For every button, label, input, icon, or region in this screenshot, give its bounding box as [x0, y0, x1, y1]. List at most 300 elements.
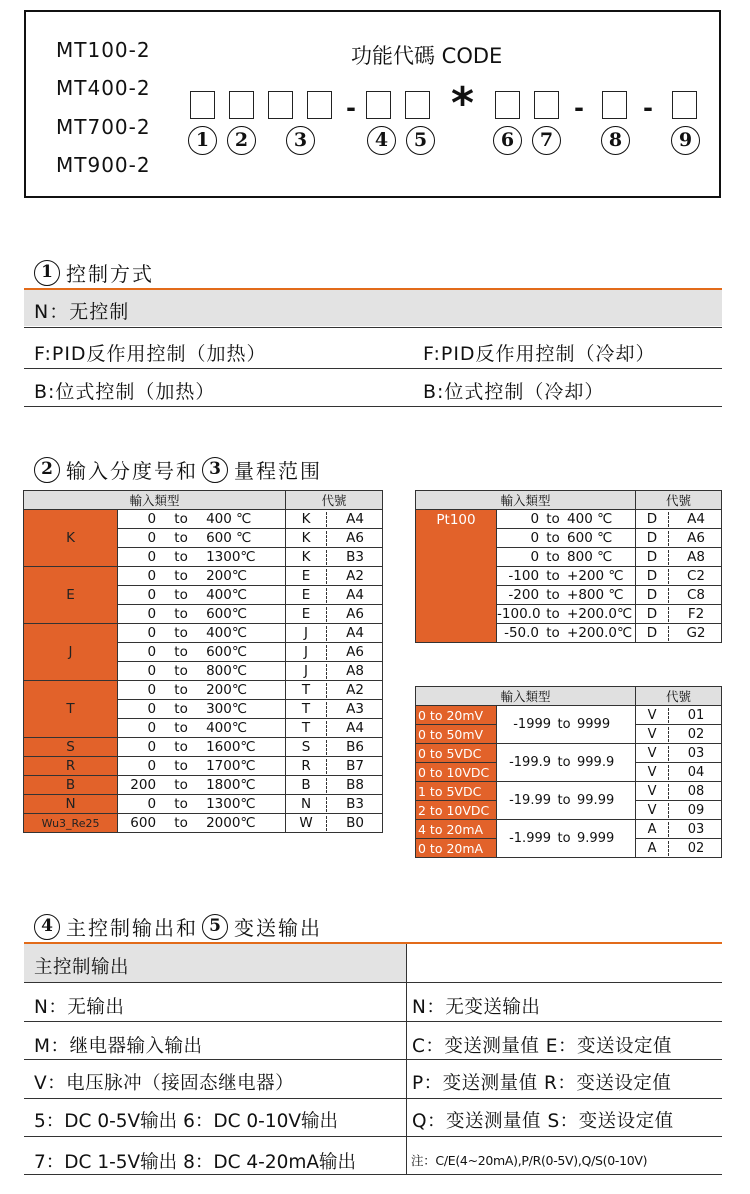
code-value: 08: [687, 783, 705, 799]
range-max: 9.999: [577, 831, 615, 846]
range-from: -19.99: [509, 793, 552, 808]
range-to: to: [174, 814, 188, 831]
section23-title: [34, 455, 322, 484]
range-from: 0: [147, 548, 157, 565]
section-title-text: 变送输出: [234, 916, 322, 940]
range-max: 999.9: [577, 755, 615, 770]
range-to: to: [174, 605, 188, 622]
range-to: to: [557, 717, 571, 732]
range-max: 1800℃: [206, 776, 256, 793]
code-cell: [636, 706, 722, 725]
code-letter: W: [299, 814, 313, 831]
code-value: 01: [687, 707, 705, 723]
section-title-text: 量程范围: [234, 459, 322, 483]
section-number: 4: [34, 914, 60, 940]
range-cell: [118, 643, 286, 662]
row-divider: [24, 1021, 722, 1022]
range-to: to: [174, 529, 188, 546]
code-value: C2: [686, 567, 705, 584]
output-header-label: 主控制输出: [34, 957, 130, 978]
position-number: 8: [601, 126, 630, 155]
range-from: 0: [147, 795, 157, 812]
retransmit-option: N：无变送输出: [412, 997, 541, 1018]
table-row: [416, 782, 722, 801]
signal-type: 0 to 20mA: [416, 839, 497, 858]
range-cell: [497, 820, 636, 858]
pt100-table: [415, 490, 722, 643]
range-cell: [118, 662, 286, 681]
code-letter: V: [647, 783, 657, 799]
range-max: 800℃: [206, 662, 247, 679]
control-mode-f-cool: F:PID反作用控制（冷却）: [423, 343, 656, 365]
header-input-type: 輸入類型: [24, 491, 286, 510]
range-cell: [497, 706, 636, 744]
range-to: to: [174, 719, 188, 736]
code-slot: [602, 91, 627, 119]
row-divider: [24, 368, 722, 369]
code-cell: [636, 801, 722, 820]
range-max: 800 ℃: [567, 548, 613, 565]
range-cell: [118, 776, 286, 795]
code-letter: T: [301, 719, 311, 736]
code-cell: [286, 548, 383, 567]
code-value: 02: [687, 726, 705, 742]
code-cell: [286, 719, 383, 738]
rtd-type: Pt100: [416, 510, 497, 643]
retransmit-option: C：变送测量值 E：变送设定值: [412, 1036, 672, 1057]
range-cell: [497, 529, 636, 548]
signal-type: 0 to 20mV: [416, 706, 497, 725]
range-cell: [118, 700, 286, 719]
code-dash: -: [643, 94, 653, 122]
range-max: +200 ℃: [567, 567, 624, 584]
thermocouple-type: T: [24, 681, 118, 738]
code-value: 03: [687, 821, 705, 837]
range-max: 600 ℃: [206, 529, 252, 546]
position-number: 1: [188, 126, 217, 155]
code-letter: E: [301, 605, 311, 622]
range-to: to: [174, 548, 188, 565]
code-value: A4: [346, 719, 364, 736]
code-cell: [286, 814, 383, 833]
range-cell: [497, 744, 636, 782]
range-max: 9999: [577, 717, 611, 732]
row-divider: [24, 1059, 722, 1060]
thermocouple-type: Wu3_Re25: [24, 814, 118, 833]
table-row: [24, 757, 383, 776]
code-letter: D: [646, 605, 658, 622]
position-number: 9: [671, 126, 700, 155]
position-number: 3: [286, 126, 315, 155]
range-cell: [118, 567, 286, 586]
thermocouple-type: B: [24, 776, 118, 795]
code-value: B6: [346, 738, 364, 755]
thermocouple-type: R: [24, 757, 118, 776]
thermocouple-type: K: [24, 510, 118, 567]
code-cell: [286, 529, 383, 548]
code-letter: E: [301, 567, 311, 584]
section-number: 1: [34, 260, 60, 286]
row-divider: [24, 982, 722, 983]
code-value: 09: [687, 802, 705, 818]
code-cell: [286, 795, 383, 814]
signal-input-table: [415, 686, 722, 858]
range-cell: [118, 719, 286, 738]
code-cell: [636, 548, 722, 567]
section-number: 2: [34, 457, 60, 483]
code-cell: [636, 839, 722, 858]
code-cell: [636, 763, 722, 782]
range-max: +200.0℃: [567, 624, 633, 641]
range-max: 2000℃: [206, 814, 256, 831]
range-to: to: [546, 586, 560, 603]
range-to: to: [174, 567, 188, 584]
code-letter: V: [647, 707, 657, 723]
table-row: [24, 795, 383, 814]
row-divider: [24, 406, 722, 407]
code-value: A8: [346, 662, 364, 679]
table-row: [24, 681, 383, 700]
section45-title: [34, 912, 322, 941]
code-value: B8: [346, 776, 364, 793]
code-cell: [286, 567, 383, 586]
code-slot: [366, 91, 391, 119]
range-from: 600: [130, 814, 157, 831]
table-row: [416, 820, 722, 839]
range-to: to: [557, 755, 571, 770]
signal-type: 2 to 10VDC: [416, 801, 497, 820]
range-to: to: [174, 681, 188, 698]
code-letter: J: [304, 662, 309, 679]
position-number: 5: [406, 126, 435, 155]
code-cell: [636, 605, 722, 624]
range-cell: [118, 738, 286, 757]
range-max: 200℃: [206, 681, 247, 698]
table-row: [24, 510, 383, 529]
range-from: 0: [147, 624, 157, 641]
code-slot: [534, 91, 559, 119]
code-cell: [286, 662, 383, 681]
range-from: -200: [508, 586, 540, 603]
signal-type: 4 to 20mA: [416, 820, 497, 839]
code-dash: -: [346, 94, 356, 122]
code-letter: K: [301, 548, 311, 565]
range-cell: [118, 605, 286, 624]
code-value: A4: [687, 510, 705, 527]
range-to: to: [546, 605, 560, 622]
range-cell: [118, 624, 286, 643]
signal-type: 0 to 5VDC: [416, 744, 497, 763]
range-from: 0: [147, 586, 157, 603]
row-divider: [24, 1174, 722, 1175]
range-cell: [497, 510, 636, 529]
thermocouple-table: [23, 490, 383, 833]
table-row: [24, 776, 383, 795]
code-value: A3: [346, 700, 364, 717]
code-cell: [286, 757, 383, 776]
code-letter: V: [647, 764, 657, 780]
code-value: A8: [687, 548, 705, 565]
range-max: 1600℃: [206, 738, 256, 755]
range-from: 0: [147, 700, 157, 717]
output-option: V：电压脉冲（接固态继电器）: [34, 1073, 295, 1094]
code-letter: D: [646, 510, 658, 527]
code-value: C8: [686, 586, 705, 603]
range-to: to: [174, 643, 188, 660]
range-to: to: [546, 510, 560, 527]
code-value: A4: [346, 586, 364, 603]
code-cell: [636, 725, 722, 744]
range-to: to: [557, 793, 571, 808]
code-letter: D: [646, 567, 658, 584]
header-code: 代號: [636, 687, 722, 706]
control-mode-f-heat: F:PID反作用控制（加热）: [34, 343, 267, 365]
range-max: 1700℃: [206, 757, 256, 774]
code-letter: D: [646, 586, 658, 603]
position-number: 4: [367, 126, 396, 155]
range-cell: [118, 795, 286, 814]
code-cell: [636, 624, 722, 643]
range-from: -1.999: [509, 831, 552, 846]
range-from: 0: [147, 605, 157, 622]
range-from: 0: [147, 567, 157, 584]
code-value: A2: [346, 567, 364, 584]
thermocouple-type: N: [24, 795, 118, 814]
retransmit-option: Q：变送测量值 S：变送设定值: [412, 1111, 674, 1132]
code-letter: V: [647, 745, 657, 761]
range-cell: [118, 529, 286, 548]
code-cell: [636, 567, 722, 586]
code-letter: E: [301, 586, 311, 603]
range-cell: [118, 681, 286, 700]
table-row: [416, 744, 722, 763]
code-slot: [190, 91, 215, 119]
code-letter: D: [646, 529, 658, 546]
range-from: -1999: [513, 717, 552, 732]
code-cell: [286, 643, 383, 662]
retransmit-option: P：变送测量值 R：变送设定值: [412, 1073, 672, 1094]
thermocouple-type: S: [24, 738, 118, 757]
range-max: 400 ℃: [206, 510, 252, 527]
model-label: MT900-2: [56, 153, 151, 177]
table-row: [24, 738, 383, 757]
range-max: 600 ℃: [567, 529, 613, 546]
output-option: 5：DC 0-5V输出 6：DC 0-10V输出: [34, 1111, 339, 1132]
code-value: F2: [687, 605, 705, 622]
code-cell: [286, 586, 383, 605]
range-to: to: [174, 795, 188, 812]
header-input-type: 輸入類型: [416, 491, 636, 510]
range-cell: [497, 782, 636, 820]
range-from: 0: [530, 529, 540, 546]
range-max: 400℃: [206, 586, 247, 603]
output-option: M：继电器输入输出: [34, 1036, 203, 1057]
code-letter: J: [304, 624, 309, 641]
code-value: G2: [686, 624, 706, 641]
range-to: to: [174, 738, 188, 755]
range-max: 600℃: [206, 643, 247, 660]
thermocouple-type: E: [24, 567, 118, 624]
range-from: 0: [530, 548, 540, 565]
control-mode-n: N：无控制: [34, 301, 130, 323]
range-cell: [497, 586, 636, 605]
range-to: to: [174, 776, 188, 793]
output-option: N：无输出: [34, 997, 125, 1018]
code-cell: [286, 624, 383, 643]
range-to: to: [546, 548, 560, 565]
code-letter: B: [301, 776, 311, 793]
range-max: 400 ℃: [567, 510, 613, 527]
code-value: B7: [346, 757, 364, 774]
code-value: A6: [346, 529, 364, 546]
code-value: B0: [346, 814, 364, 831]
control-mode-b-cool: B:位式控制（冷却）: [423, 381, 605, 403]
code-letter: K: [301, 510, 311, 527]
header-input-type: 輸入類型: [416, 687, 636, 706]
code-letter: J: [304, 643, 309, 660]
range-from: -100: [508, 567, 540, 584]
row-divider: [24, 1136, 722, 1137]
range-to: to: [546, 624, 560, 641]
range-cell: [118, 757, 286, 776]
range-to: to: [546, 529, 560, 546]
section-title-text: 控制方式: [66, 262, 154, 286]
range-max: 400℃: [206, 719, 247, 736]
range-cell: [118, 814, 286, 833]
control-mode-b-heat: B:位式控制（加热）: [34, 381, 216, 403]
code-value: A6: [687, 529, 705, 546]
code-cell: [286, 681, 383, 700]
section-number: 5: [202, 914, 228, 940]
position-number: 2: [227, 126, 256, 155]
code-slot: [229, 91, 254, 119]
code-value: 03: [687, 745, 705, 761]
code-letter: A: [647, 840, 657, 856]
output-option: 7：DC 1-5V输出 8：DC 4-20mA输出: [34, 1152, 357, 1173]
range-from: 0: [147, 681, 157, 698]
signal-type: 1 to 5VDC: [416, 782, 497, 801]
range-max: 99.99: [577, 793, 615, 808]
code-value: A4: [346, 624, 364, 641]
code-letter: K: [301, 529, 311, 546]
code-cell: [636, 744, 722, 763]
range-from: 0: [147, 757, 157, 774]
model-label: MT700-2: [56, 115, 151, 139]
table-row: [24, 567, 383, 586]
table-row: [416, 510, 722, 529]
code-slot: [405, 91, 430, 119]
range-max: +200.0℃: [567, 605, 633, 622]
code-cell: [286, 776, 383, 795]
range-cell: [118, 548, 286, 567]
range-max: 400℃: [206, 624, 247, 641]
range-from: 200: [130, 776, 157, 793]
retransmit-note: 注：C/E(4~20mA),P/R(0-5V),Q/S(0-10V): [411, 1153, 648, 1168]
table-header: [24, 491, 383, 510]
code-letter: V: [647, 802, 657, 818]
code-letter: T: [301, 700, 311, 717]
code-cell: [636, 820, 722, 839]
range-from: 0: [530, 510, 540, 527]
range-to: to: [557, 831, 571, 846]
range-to: to: [174, 662, 188, 679]
row-divider: [24, 1098, 722, 1099]
section-title-text: 输入分度号和: [66, 459, 198, 483]
range-cell: [497, 605, 636, 624]
code-letter: S: [301, 738, 311, 755]
code-cell: [286, 700, 383, 719]
code-value: A4: [346, 510, 364, 527]
code-slot: [495, 91, 520, 119]
code-letter: D: [646, 624, 658, 641]
code-cell: [636, 586, 722, 605]
code-letter: R: [301, 757, 311, 774]
code-letter: D: [646, 548, 658, 565]
range-cell: [118, 510, 286, 529]
header-code: 代號: [286, 491, 383, 510]
header-code: 代號: [636, 491, 722, 510]
range-to: to: [174, 510, 188, 527]
model-label: MT400-2: [56, 76, 151, 100]
range-from: 0: [147, 719, 157, 736]
range-cell: [497, 548, 636, 567]
position-number: 6: [493, 126, 522, 155]
range-cell: [497, 567, 636, 586]
range-max: 200℃: [206, 567, 247, 584]
range-to: to: [174, 757, 188, 774]
code-value: B3: [346, 548, 364, 565]
range-from: -100.0: [497, 605, 541, 622]
signal-type: 0 to 10VDC: [416, 763, 497, 782]
code-slot: [268, 91, 293, 119]
code-dash: -: [574, 94, 584, 122]
code-value: A6: [346, 605, 364, 622]
range-from: -50.0: [504, 624, 540, 641]
range-from: 0: [147, 738, 157, 755]
code-letter: N: [300, 795, 312, 812]
table-header: [416, 491, 722, 510]
range-to: to: [174, 624, 188, 641]
thermocouple-type: J: [24, 624, 118, 681]
table-row: [24, 624, 383, 643]
range-to: to: [546, 567, 560, 584]
code-cell: [286, 510, 383, 529]
code-box: [24, 10, 721, 198]
range-to: to: [174, 700, 188, 717]
range-cell: [497, 624, 636, 643]
code-cell: [286, 605, 383, 624]
range-max: 1300℃: [206, 795, 256, 812]
code-cell: [636, 510, 722, 529]
code-letter: V: [647, 726, 657, 742]
code-letter: T: [301, 681, 311, 698]
table-row: [24, 814, 383, 833]
range-from: 0: [147, 510, 157, 527]
code-cell: [286, 738, 383, 757]
section-number: 3: [202, 457, 228, 483]
range-max: 1300℃: [206, 548, 256, 565]
code-star: *: [451, 78, 475, 129]
code-slot: [307, 91, 332, 119]
code-title: 功能代碼 CODE: [351, 44, 503, 68]
code-value: A2: [346, 681, 364, 698]
range-from: 0: [147, 662, 157, 679]
table-header: [416, 687, 722, 706]
model-label: MT100-2: [56, 38, 151, 62]
range-max: 600℃: [206, 605, 247, 622]
position-number: 7: [532, 126, 561, 155]
range-max: 300℃: [206, 700, 247, 717]
